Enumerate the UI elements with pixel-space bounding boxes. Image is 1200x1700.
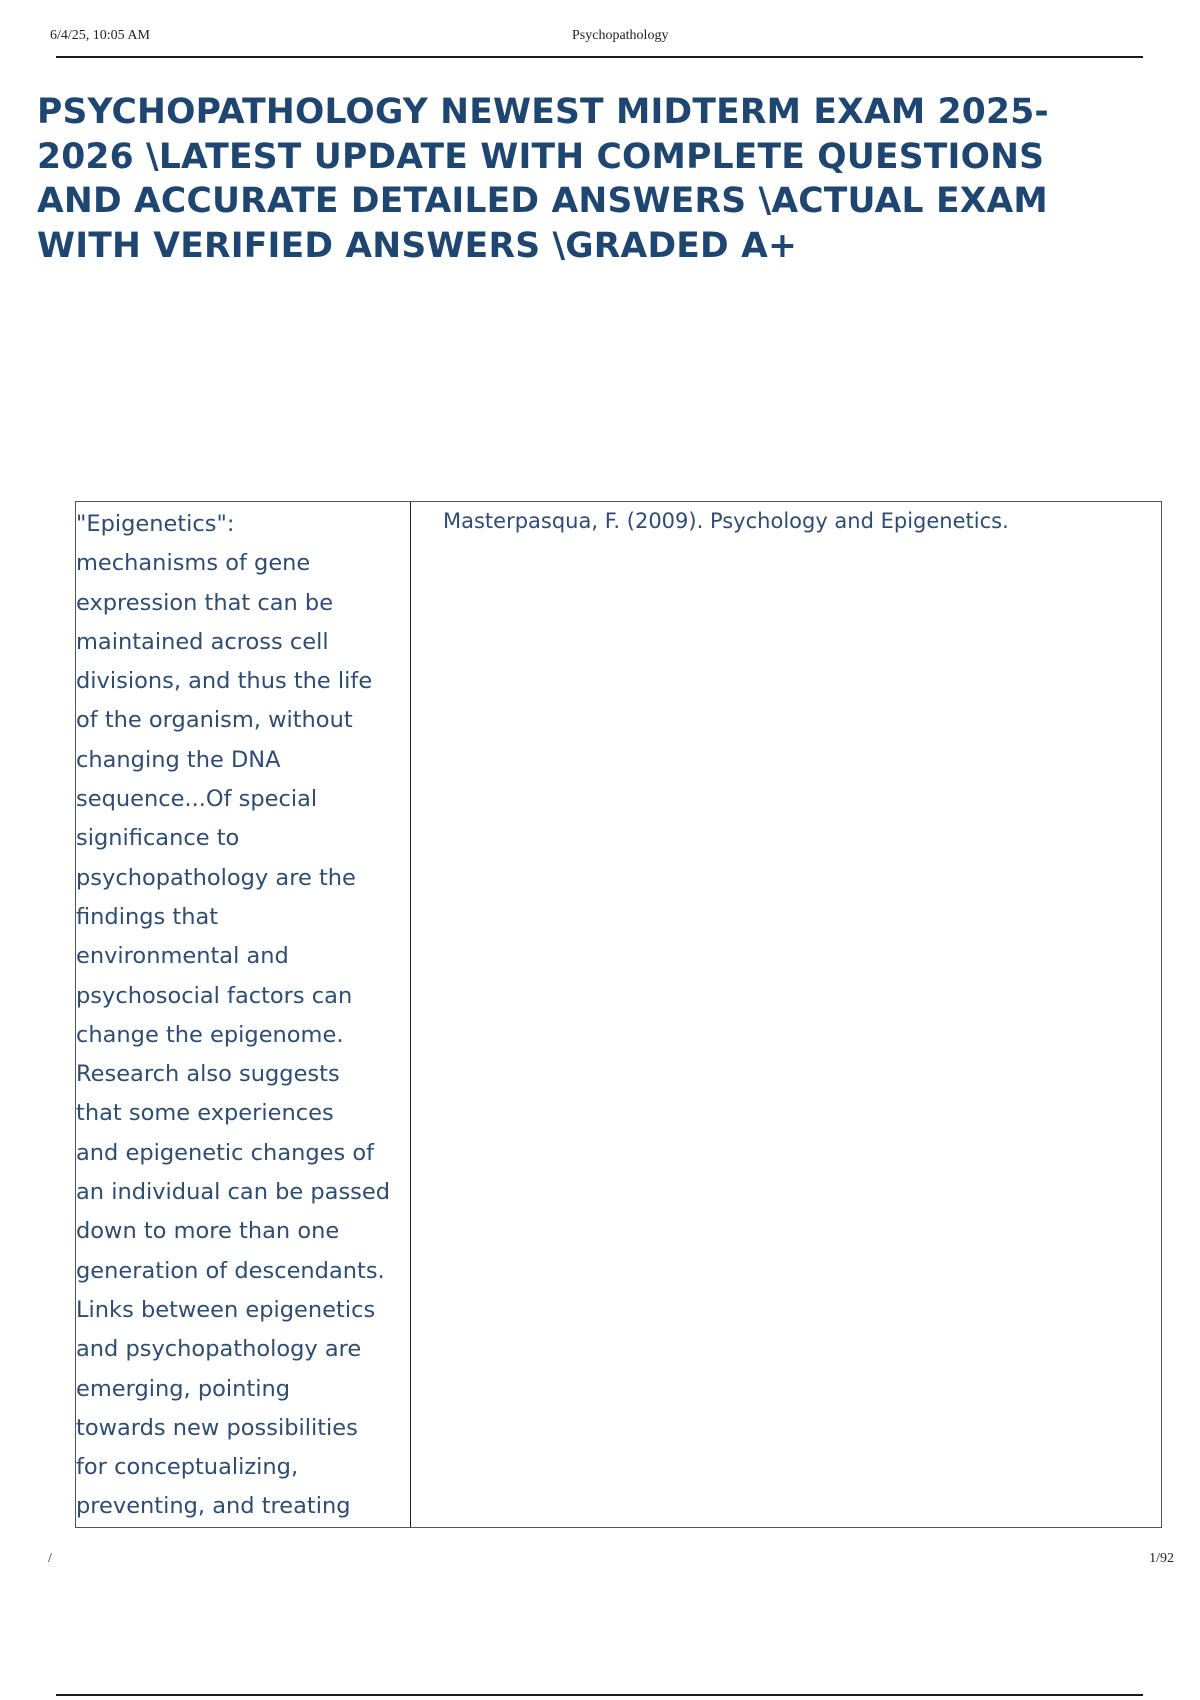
term-line: environmental and bbox=[76, 943, 289, 970]
term-line: maintained across cell bbox=[76, 628, 329, 655]
term-line: sequence...Of special bbox=[76, 786, 318, 813]
print-page-title: Psychopathology bbox=[572, 28, 669, 43]
term-line: divisions, and thus the life bbox=[76, 668, 373, 695]
term-line: change the epigenome. bbox=[76, 1021, 344, 1048]
term-cell bbox=[76, 502, 406, 1527]
term-line: significance to bbox=[76, 825, 240, 852]
flashcard-table bbox=[75, 501, 1162, 1528]
term-line: expression that can be bbox=[76, 589, 334, 616]
term-line: findings that bbox=[76, 903, 219, 930]
title-line: 2026 \LATEST UPDATE WITH COMPLETE QUESTIONS bbox=[37, 136, 1045, 177]
term-line: and psychopathology are bbox=[76, 1336, 362, 1363]
term-line: and epigenetic changes of bbox=[76, 1139, 375, 1166]
footer-url: / bbox=[48, 1551, 52, 1566]
term-line: psychosocial factors can bbox=[76, 982, 353, 1009]
term-line: generation of descendants. bbox=[76, 1257, 385, 1284]
term-line: down to more than one bbox=[76, 1218, 340, 1245]
term-line: psychopathology are the bbox=[76, 864, 356, 891]
term-line: of the organism, without bbox=[76, 707, 353, 734]
term-line: Links between epigenetics bbox=[76, 1296, 376, 1323]
term-line: towards new possibilities bbox=[76, 1414, 358, 1441]
document-title bbox=[37, 90, 1157, 268]
column-divider bbox=[410, 502, 411, 1527]
term-line: that some experiences bbox=[76, 1100, 334, 1127]
header-divider bbox=[56, 56, 1143, 58]
answer-cell: Masterpasqua, F. (2009). Psychology and Epigenetics. bbox=[443, 509, 1009, 533]
page-counter: 1/92 bbox=[1149, 1551, 1174, 1566]
term-line: Research also suggests bbox=[76, 1061, 340, 1088]
footer-divider bbox=[56, 1694, 1143, 1696]
title-line: PSYCHOPATHOLOGY NEWEST MIDTERM EXAM 2025- bbox=[37, 92, 1049, 132]
term-line: an individual can be passed bbox=[76, 1179, 391, 1206]
title-line: WITH VERIFIED ANSWERS \GRADED A+ bbox=[37, 225, 798, 266]
print-header bbox=[50, 28, 1142, 52]
term-line: preventing, and treating bbox=[76, 1493, 351, 1520]
term-line: emerging, pointing bbox=[76, 1375, 291, 1402]
term-line: "Epigenetics": bbox=[76, 511, 235, 537]
term-line: changing the DNA bbox=[76, 746, 281, 773]
term-line: mechanisms of gene bbox=[76, 550, 311, 577]
term-line: for conceptualizing, bbox=[76, 1454, 299, 1481]
print-timestamp: 6/4/25, 10:05 AM bbox=[50, 28, 150, 43]
title-line: AND ACCURATE DETAILED ANSWERS \ACTUAL EXAM bbox=[37, 181, 1048, 221]
